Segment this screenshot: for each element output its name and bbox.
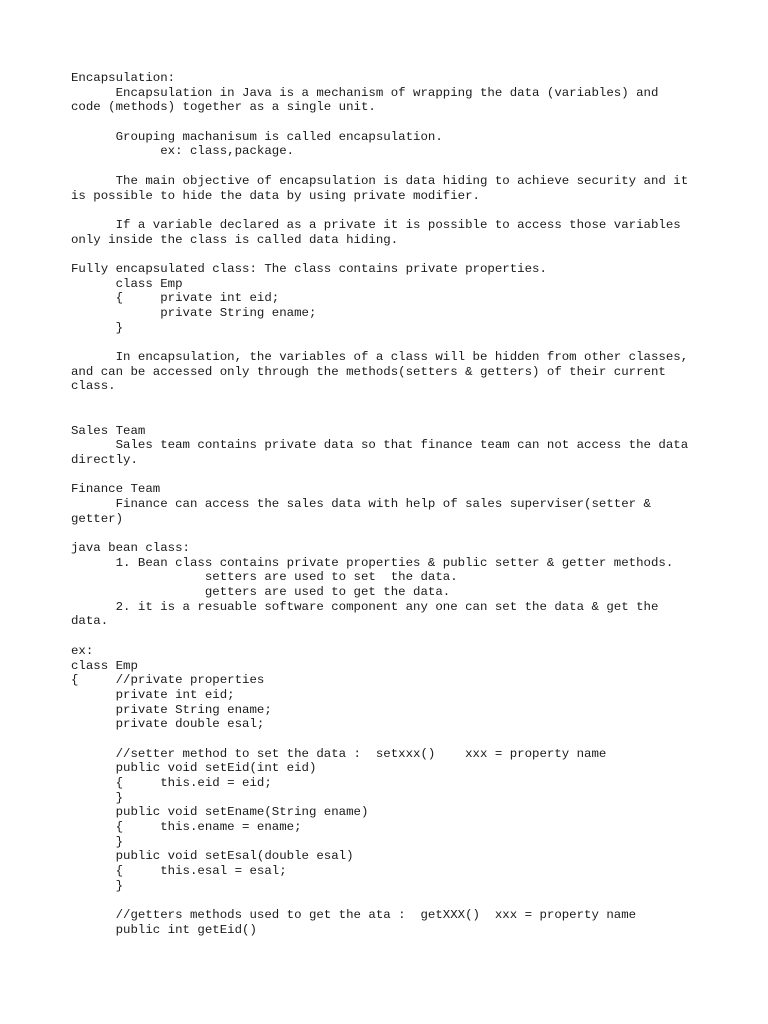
text-line: If a variable declared as a private it is possible to access those variables	[71, 217, 681, 232]
text-line: The main objective of encapsulation is data hiding to achieve security and it	[71, 173, 689, 188]
blank-line	[71, 115, 751, 130]
text-line: code (methods) together as a single unit.	[71, 100, 376, 115]
text-line: directly.	[71, 452, 138, 467]
text-line: public void setEsal(double esal)	[71, 849, 354, 864]
text-line: Finance can access the sales data with help of sales superviser(setter &	[71, 496, 651, 511]
blank-line	[71, 335, 751, 350]
text-line: public void setEid(int eid)	[71, 761, 317, 776]
blank-line	[71, 526, 751, 541]
text-line: class Emp	[71, 276, 183, 291]
text-line: and can be accessed only through the methods(setters & getters) of their current	[71, 364, 666, 379]
text-line: //getters methods used to get the ata : getXXX() xxx = property name	[71, 908, 637, 923]
blank-line	[71, 468, 751, 483]
blank-line	[71, 629, 751, 644]
blank-line	[71, 732, 751, 747]
text-line: Sales Team	[71, 423, 146, 438]
text-line: ex: class,package.	[71, 144, 295, 159]
text-line: public void setEname(String ename)	[71, 805, 369, 820]
text-line: getter)	[71, 511, 124, 526]
text-line: Encapsulation in Java is a mechanism of wrapping the data (variables) and	[71, 85, 659, 100]
text-line: }	[71, 320, 124, 335]
text-line: { this.ename = ename;	[71, 820, 302, 835]
text-line: is possible to hide the data by using private modifier.	[71, 188, 480, 203]
text-line: setters are used to set the data.	[71, 570, 458, 585]
text-line: Finance Team	[71, 482, 161, 497]
text-line: }	[71, 878, 124, 893]
document-body	[71, 71, 751, 938]
text-line: java bean class:	[71, 541, 190, 555]
text-line: only inside the class is called data hiding.	[71, 232, 399, 247]
text-line: In encapsulation, the variables of a class will be hidden from other classes,	[71, 350, 689, 365]
text-line: }	[71, 790, 124, 805]
text-line: Grouping machanisum is called encapsulation.	[71, 129, 443, 144]
text-line: Fully encapsulated class: The class contains private properties.	[71, 261, 547, 276]
text-line: ex:	[71, 643, 94, 658]
text-line: //setter method to set the data : setxxx() xxx = property name	[71, 746, 607, 761]
text-line: private String ename;	[71, 702, 272, 717]
text-line: class Emp	[71, 658, 138, 673]
text-line: 2. it is a resuable software component any one can set the data & get the	[71, 599, 659, 614]
text-line: 1. Bean class contains private properties & public setter & getter methods.	[71, 555, 674, 570]
blank-line	[71, 203, 751, 218]
text-line: { this.esal = esal;	[71, 864, 287, 879]
text-line: Sales team contains private data so that finance team can not access the data	[71, 438, 689, 453]
blank-line	[71, 394, 751, 409]
blank-line	[71, 894, 751, 909]
text-line: getters are used to get the data.	[71, 585, 451, 600]
text-line: class.	[71, 379, 116, 394]
text-line: }	[71, 834, 124, 849]
text-line: Encapsulation:	[71, 71, 176, 85]
text-line: { private int eid;	[71, 291, 280, 306]
text-line: private double esal;	[71, 717, 265, 732]
blank-line	[71, 409, 751, 424]
text-line: private String ename;	[71, 306, 317, 320]
text-line: public int getEid()	[71, 922, 257, 937]
text-line: { //private properties	[71, 673, 265, 688]
text-line: private int eid;	[71, 687, 235, 702]
blank-line	[71, 159, 751, 174]
text-line: data.	[71, 614, 109, 629]
blank-line	[71, 247, 751, 262]
text-line: { this.eid = eid;	[71, 776, 272, 790]
